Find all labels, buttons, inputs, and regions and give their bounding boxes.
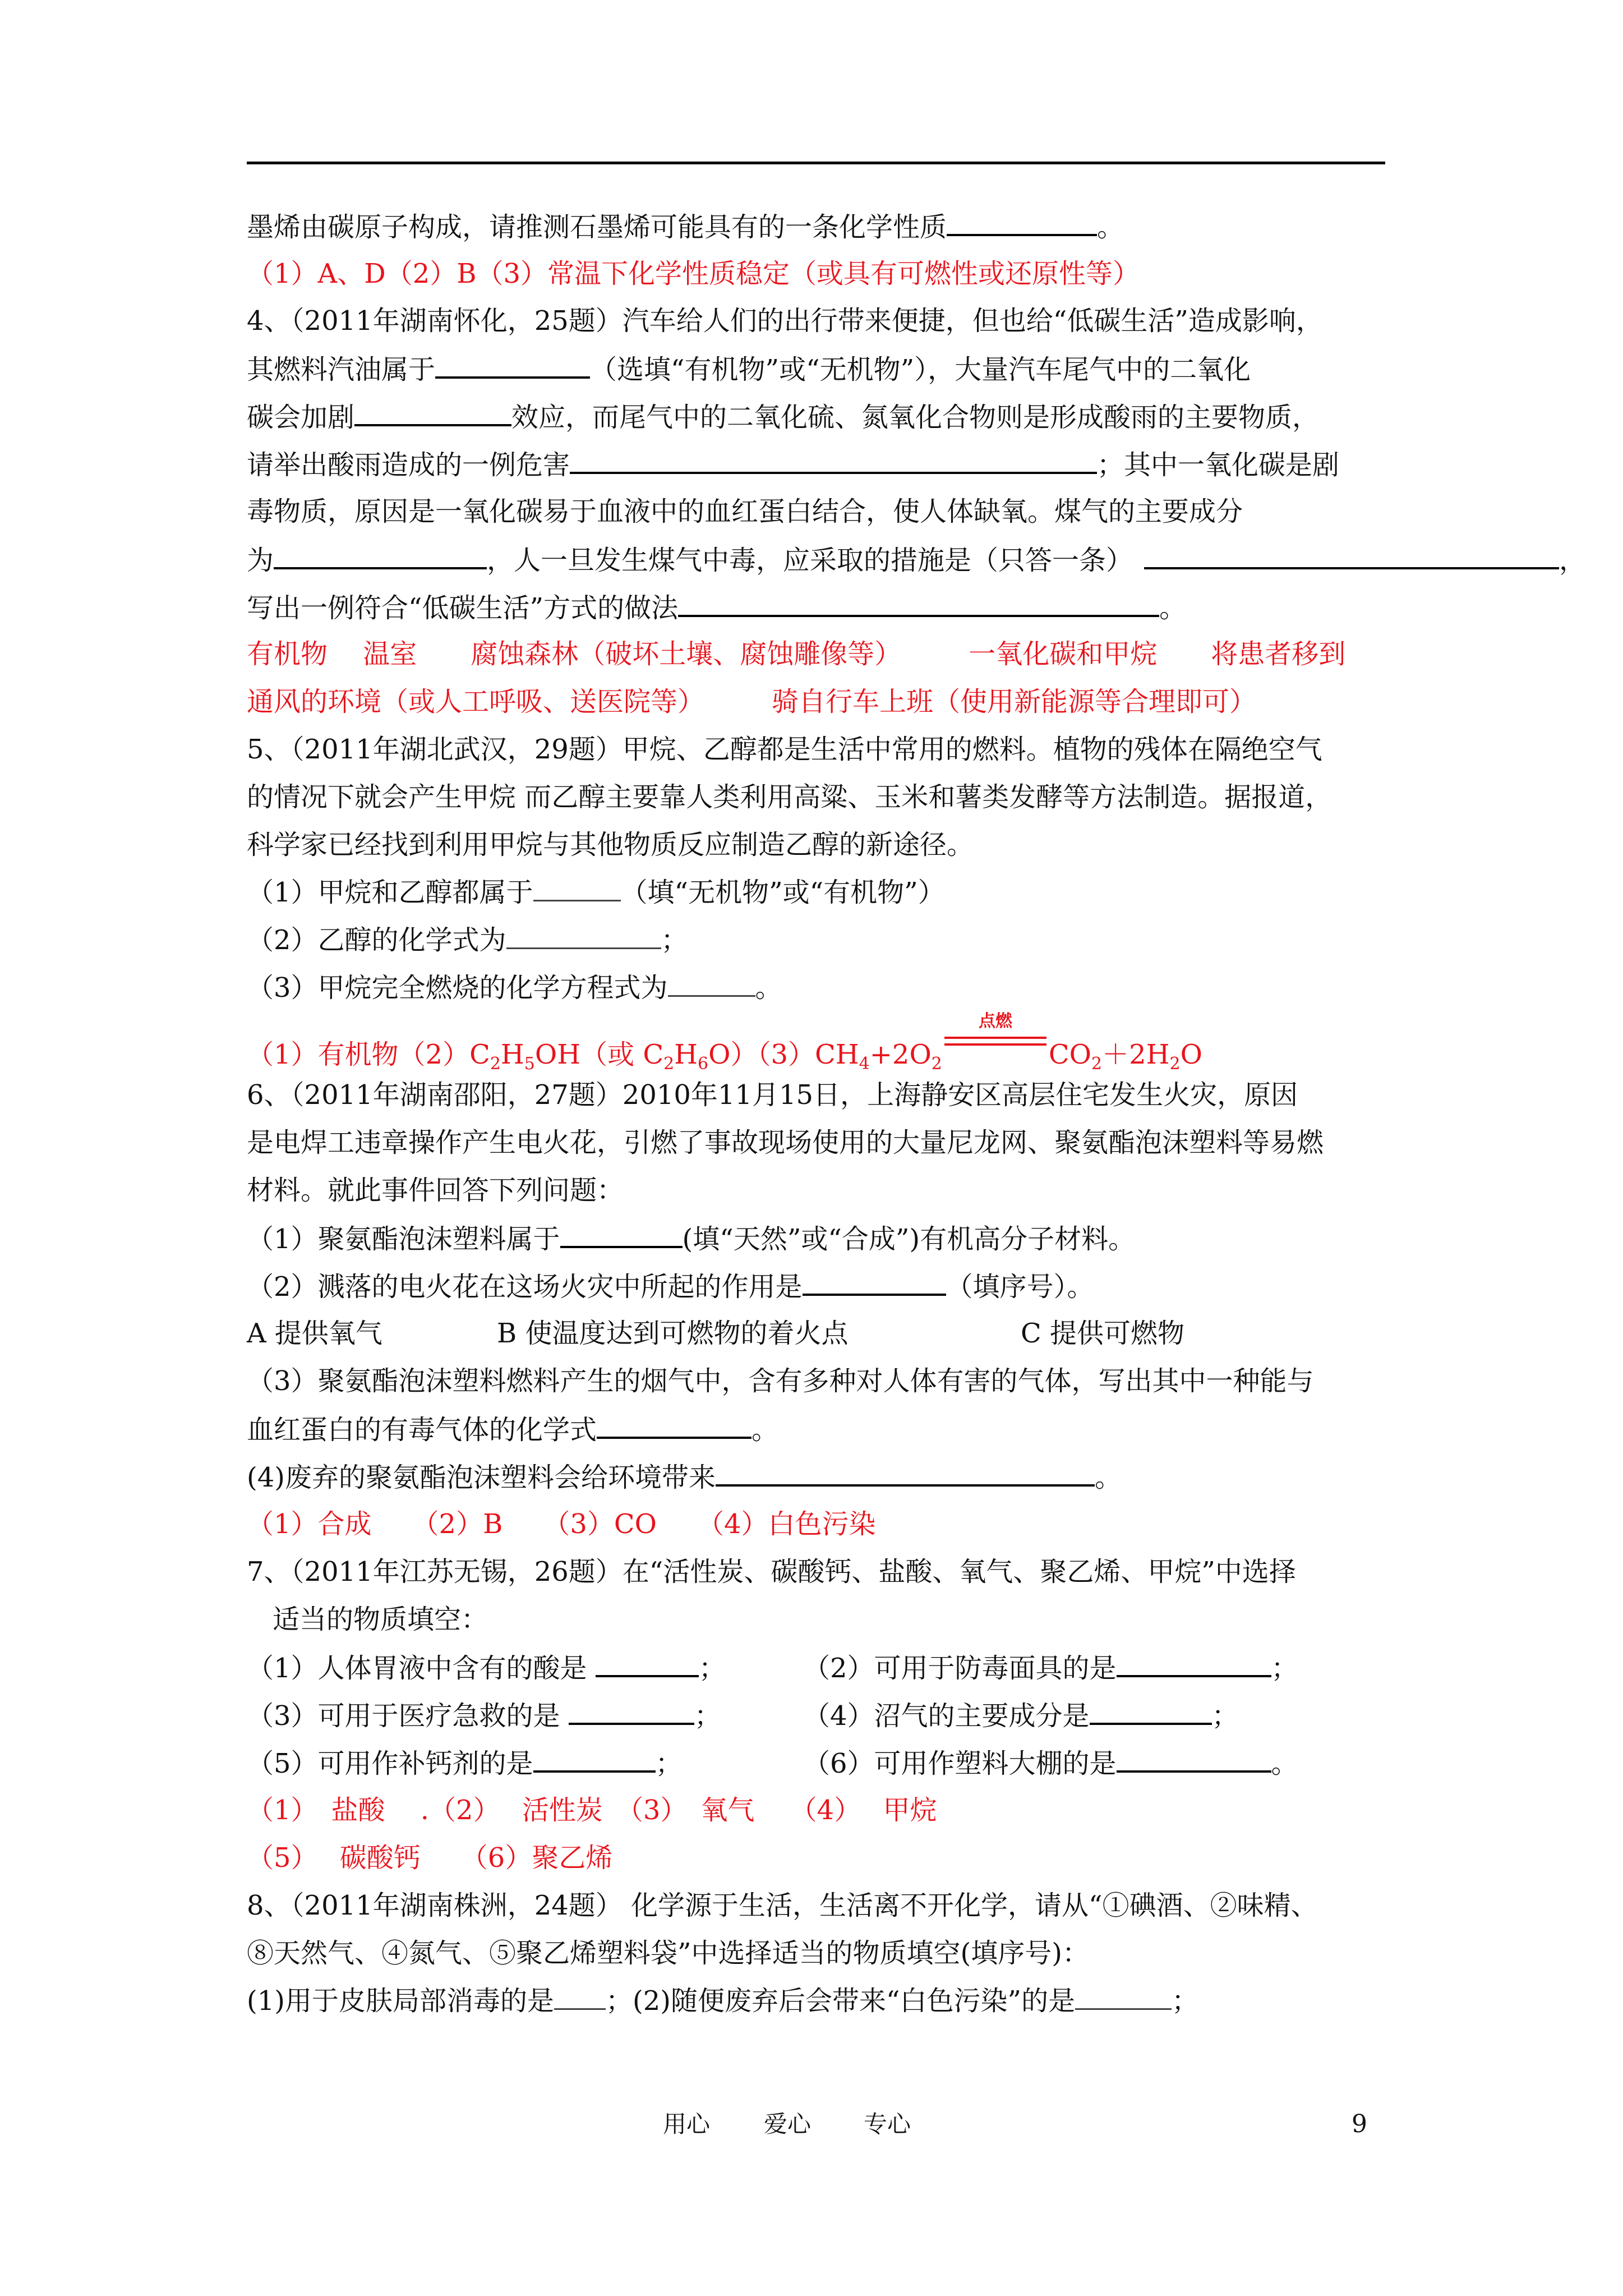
text: 血红蛋白的有毒气体的化学式	[247, 1414, 597, 1446]
answer-blank[interactable]	[569, 1698, 694, 1725]
answer-blank[interactable]	[274, 542, 487, 569]
answer-blank[interactable]	[533, 877, 621, 901]
text: （2）乙醇的化学式为	[247, 924, 506, 956]
text: ；	[655, 1748, 683, 1779]
footer-text-2: 爱心	[764, 2110, 811, 2138]
q4-line-2	[247, 352, 1251, 386]
q5-line-2: 的情况下就会产生甲烷 而乙醇主要靠人类利用高粱、玉米和薯类发酵等方法制造。据报道，	[247, 781, 1332, 813]
footer-text-1: 用心	[663, 2110, 711, 2138]
subscript: 6	[698, 1054, 709, 1074]
text: （2）溅落的电火花在这场火灾中所起的作用是	[247, 1271, 803, 1303]
text: ＋2H	[1102, 1039, 1170, 1070]
option-a: A 提供氧气	[247, 1318, 382, 1349]
text: （填“无机物”或“有机物”）	[620, 877, 945, 908]
equals-line	[944, 1043, 1046, 1046]
q6-sub-4	[247, 1460, 1122, 1494]
q8-line-3	[247, 1984, 1198, 2018]
text: H	[674, 1039, 698, 1070]
q7-line-2: 适当的物质填空：	[273, 1604, 488, 1635]
text: （1）聚氨酯泡沫塑料属于	[247, 1223, 560, 1255]
subscript: 2	[931, 1054, 942, 1074]
q7-sub-5	[247, 1746, 683, 1780]
subscript: 2	[1169, 1054, 1181, 1074]
text: 为	[247, 545, 274, 576]
answer-blank[interactable]	[570, 447, 1097, 474]
text: ；	[1172, 1985, 1199, 2017]
answer-blank[interactable]	[354, 399, 511, 426]
answer-blank[interactable]	[554, 1986, 606, 2010]
q5-sub-2	[247, 923, 688, 957]
text: 请举出酸雨造成的一例危害	[247, 449, 570, 481]
answer-blank[interactable]	[678, 590, 1159, 617]
answer-blank[interactable]	[803, 1269, 946, 1296]
q4-answer-1: 有机物 温室 腐蚀森林（破坏土壤、腐蚀雕像等） 一氧化碳和甲烷 将患者移到	[247, 638, 1346, 670]
q7-sub-1	[247, 1650, 726, 1685]
q6-options	[247, 1317, 382, 1350]
q6-option-c: C 提供可燃物	[1021, 1318, 1184, 1349]
text: ；	[661, 924, 688, 956]
text: （选填“有机物”或“无机物”），大量汽车尾气中的二氧化	[590, 354, 1251, 385]
text: （4）沼气的主要成分是	[803, 1700, 1090, 1732]
answer-blank[interactable]	[1090, 1698, 1212, 1725]
text: （1）有机物（2）C	[247, 1039, 490, 1070]
q4-line-3	[247, 399, 1319, 434]
text: （6）可用作塑料大棚的是	[803, 1748, 1117, 1779]
text: （2）可用于防毒面具的是	[803, 1653, 1117, 1684]
answer-blank[interactable]	[596, 1650, 699, 1677]
text: （填序号）。	[946, 1271, 1094, 1303]
text: +2O	[869, 1039, 932, 1070]
q6-sub-3-line-2	[247, 1412, 778, 1447]
q5-sub-3	[247, 971, 782, 1005]
q6-answer: （1）合成 （2）B （3）CO （4）白色污染	[247, 1508, 876, 1540]
answer-blank[interactable]	[1117, 1650, 1271, 1677]
q3-answer: （1）A、D（2）B（3）常温下化学性质稳定（或具有可燃性或还原性等）	[247, 258, 1140, 289]
q7-sub-4	[803, 1698, 1239, 1733]
text: 。	[1271, 1748, 1298, 1779]
text: (1)用于皮肤局部消毒的是	[247, 1985, 554, 2017]
subscript: 2	[1091, 1054, 1103, 1074]
text: 碳会加剧	[247, 402, 355, 433]
text: 写出一例符合“低碳生活”方式的做法	[247, 592, 679, 624]
q4-line-6	[247, 542, 1586, 577]
text: 墨烯由碳原子构成，请推测石墨烯可能具有的一条化学性质	[247, 211, 947, 243]
subscript: 5	[524, 1054, 535, 1074]
q6-line-2: 是电焊工违章操作产生电火花，引燃了事故现场使用的大量尼龙网、聚氨酯泡沫塑料等易燃	[247, 1127, 1324, 1158]
text: ；(2)随便废弃后会带来“白色污染”的是	[606, 1985, 1076, 2017]
reaction-condition	[942, 1011, 1049, 1064]
text: ，	[1559, 545, 1587, 576]
footer-text-3: 专心	[864, 2110, 911, 2138]
text: （1）人体胃液中含有的酸是	[247, 1653, 596, 1684]
q4-line-4	[247, 447, 1339, 482]
text: 。	[1159, 592, 1187, 624]
q3-tail-line	[247, 209, 1124, 244]
text: ；	[698, 1653, 726, 1684]
text: O	[1180, 1039, 1202, 1070]
text: ，人一旦发生煤气中毒，应采取的措施是（只答一条）	[487, 545, 1133, 576]
q4-line-1: 4、（2011年湖南怀化，25题）汽车给人们的出行带来便捷，但也给“低碳生活”造成影响，	[247, 305, 1323, 337]
q8-line-2: ⑧天然气、④氮气、⑤聚乙烯塑料袋”中选择适当的物质填空(填序号)：	[247, 1938, 1089, 1969]
answer-blank[interactable]	[597, 1412, 751, 1439]
q7-sub-2	[803, 1650, 1298, 1685]
answer-blank[interactable]	[435, 352, 590, 379]
q5-line-1: 5、（2011年湖北武汉，29题）甲烷、乙醇都是生活中常用的燃料。植物的残体在隔绝空气	[247, 734, 1322, 765]
header-rule	[247, 162, 1385, 164]
q6-option-b: B 使温度达到可燃物的着火点	[497, 1318, 849, 1349]
answer-blank[interactable]	[533, 1746, 656, 1773]
subscript: 2	[663, 1054, 675, 1074]
q5-sub-1	[247, 876, 945, 909]
condition-label: 点燃	[978, 1011, 1012, 1031]
text: ；其中一氧化碳是剧	[1097, 449, 1340, 481]
q7-answer-1: （1） 盐酸 .（2） 活性炭 （3） 氧气 （4） 甲烷	[247, 1795, 937, 1826]
text: 其燃料汽油属于	[247, 354, 436, 385]
equals-line	[944, 1037, 1046, 1039]
text: （3）甲烷完全燃烧的化学方程式为	[247, 972, 668, 1004]
text: ；	[694, 1700, 721, 1732]
q6-line-1: 6、（2011年湖南邵阳，27题）2010年11月15日，上海静安区高层住宅发生火灾，原因	[247, 1079, 1298, 1111]
answer-blank[interactable]	[506, 925, 661, 949]
q4-answer-2: 通风的环境（或人工呼吸、送医院等） 骑自行车上班（使用新能源等合理即可）	[247, 686, 1257, 717]
q7-answer-2: （5） 碳酸钙 （6）聚乙烯	[247, 1842, 613, 1874]
q6-sub-2	[247, 1269, 1094, 1304]
text: (填“天然”或“合成”)有机高分子材料。	[682, 1223, 1136, 1255]
q4-line-7	[247, 590, 1186, 625]
text: 。	[751, 1414, 779, 1446]
q7-line-1: 7、（2011年江苏无锡，26题）在“活性炭、碳酸钙、盐酸、氧气、聚乙烯、甲烷”中选择	[247, 1556, 1296, 1588]
subscript: 4	[859, 1054, 870, 1074]
q8-line-1: 8、（2011年湖南株洲，24题） 化学源于生活，生活离不开化学，请从“①碘酒、②味精、	[247, 1890, 1318, 1921]
text: ；	[1271, 1653, 1298, 1684]
q6-sub-3-line-1: （3）聚氨酯泡沫塑料燃料产生的烟气中，含有多种对人体有害的气体，写出其中一种能与	[247, 1365, 1314, 1397]
answer-blank[interactable]	[560, 1221, 683, 1248]
text: (4)废弃的聚氨酯泡沫塑料会给环境带来	[247, 1462, 716, 1493]
answer-blank[interactable]	[947, 209, 1097, 236]
text: （1）甲烷和乙醇都属于	[247, 877, 533, 908]
q5-answer	[247, 1011, 1202, 1081]
q7-sub-3	[247, 1698, 721, 1733]
text: OH（或 C	[534, 1039, 664, 1070]
q5-line-3: 科学家已经找到利用甲烷与其他物质反应制造乙醇的新途径。	[247, 829, 974, 861]
text: 。	[755, 972, 782, 1004]
answer-blank[interactable]	[716, 1460, 1095, 1487]
subscript: 2	[490, 1054, 501, 1074]
answer-blank[interactable]	[1117, 1746, 1271, 1773]
text: 。	[1095, 1462, 1122, 1493]
text: O）（3）CH	[708, 1039, 859, 1070]
q4-line-5: 毒物质，原因是一氧化碳易于血液中的血红蛋白结合，使人体缺氧。煤气的主要成分	[247, 496, 1243, 527]
text: 效应，而尾气中的二氧化硫、氮氧化合物则是形成酸雨的主要物质，	[511, 402, 1320, 433]
text: （5）可用作补钙剂的是	[247, 1748, 533, 1779]
answer-blank[interactable]	[1075, 1986, 1172, 2010]
q6-line-3: 材料。就此事件回答下列问题：	[247, 1175, 624, 1206]
answer-blank[interactable]	[668, 973, 755, 997]
answer-blank[interactable]	[1144, 542, 1559, 569]
text: ；	[1211, 1700, 1239, 1732]
q7-sub-6	[803, 1746, 1298, 1780]
text: 。	[1097, 211, 1124, 243]
text: H	[500, 1039, 524, 1070]
q6-sub-1	[247, 1221, 1135, 1256]
text: （3）可用于医疗急救的是	[247, 1700, 569, 1732]
page-number: 9	[1352, 2110, 1367, 2138]
text: CO	[1048, 1039, 1091, 1070]
